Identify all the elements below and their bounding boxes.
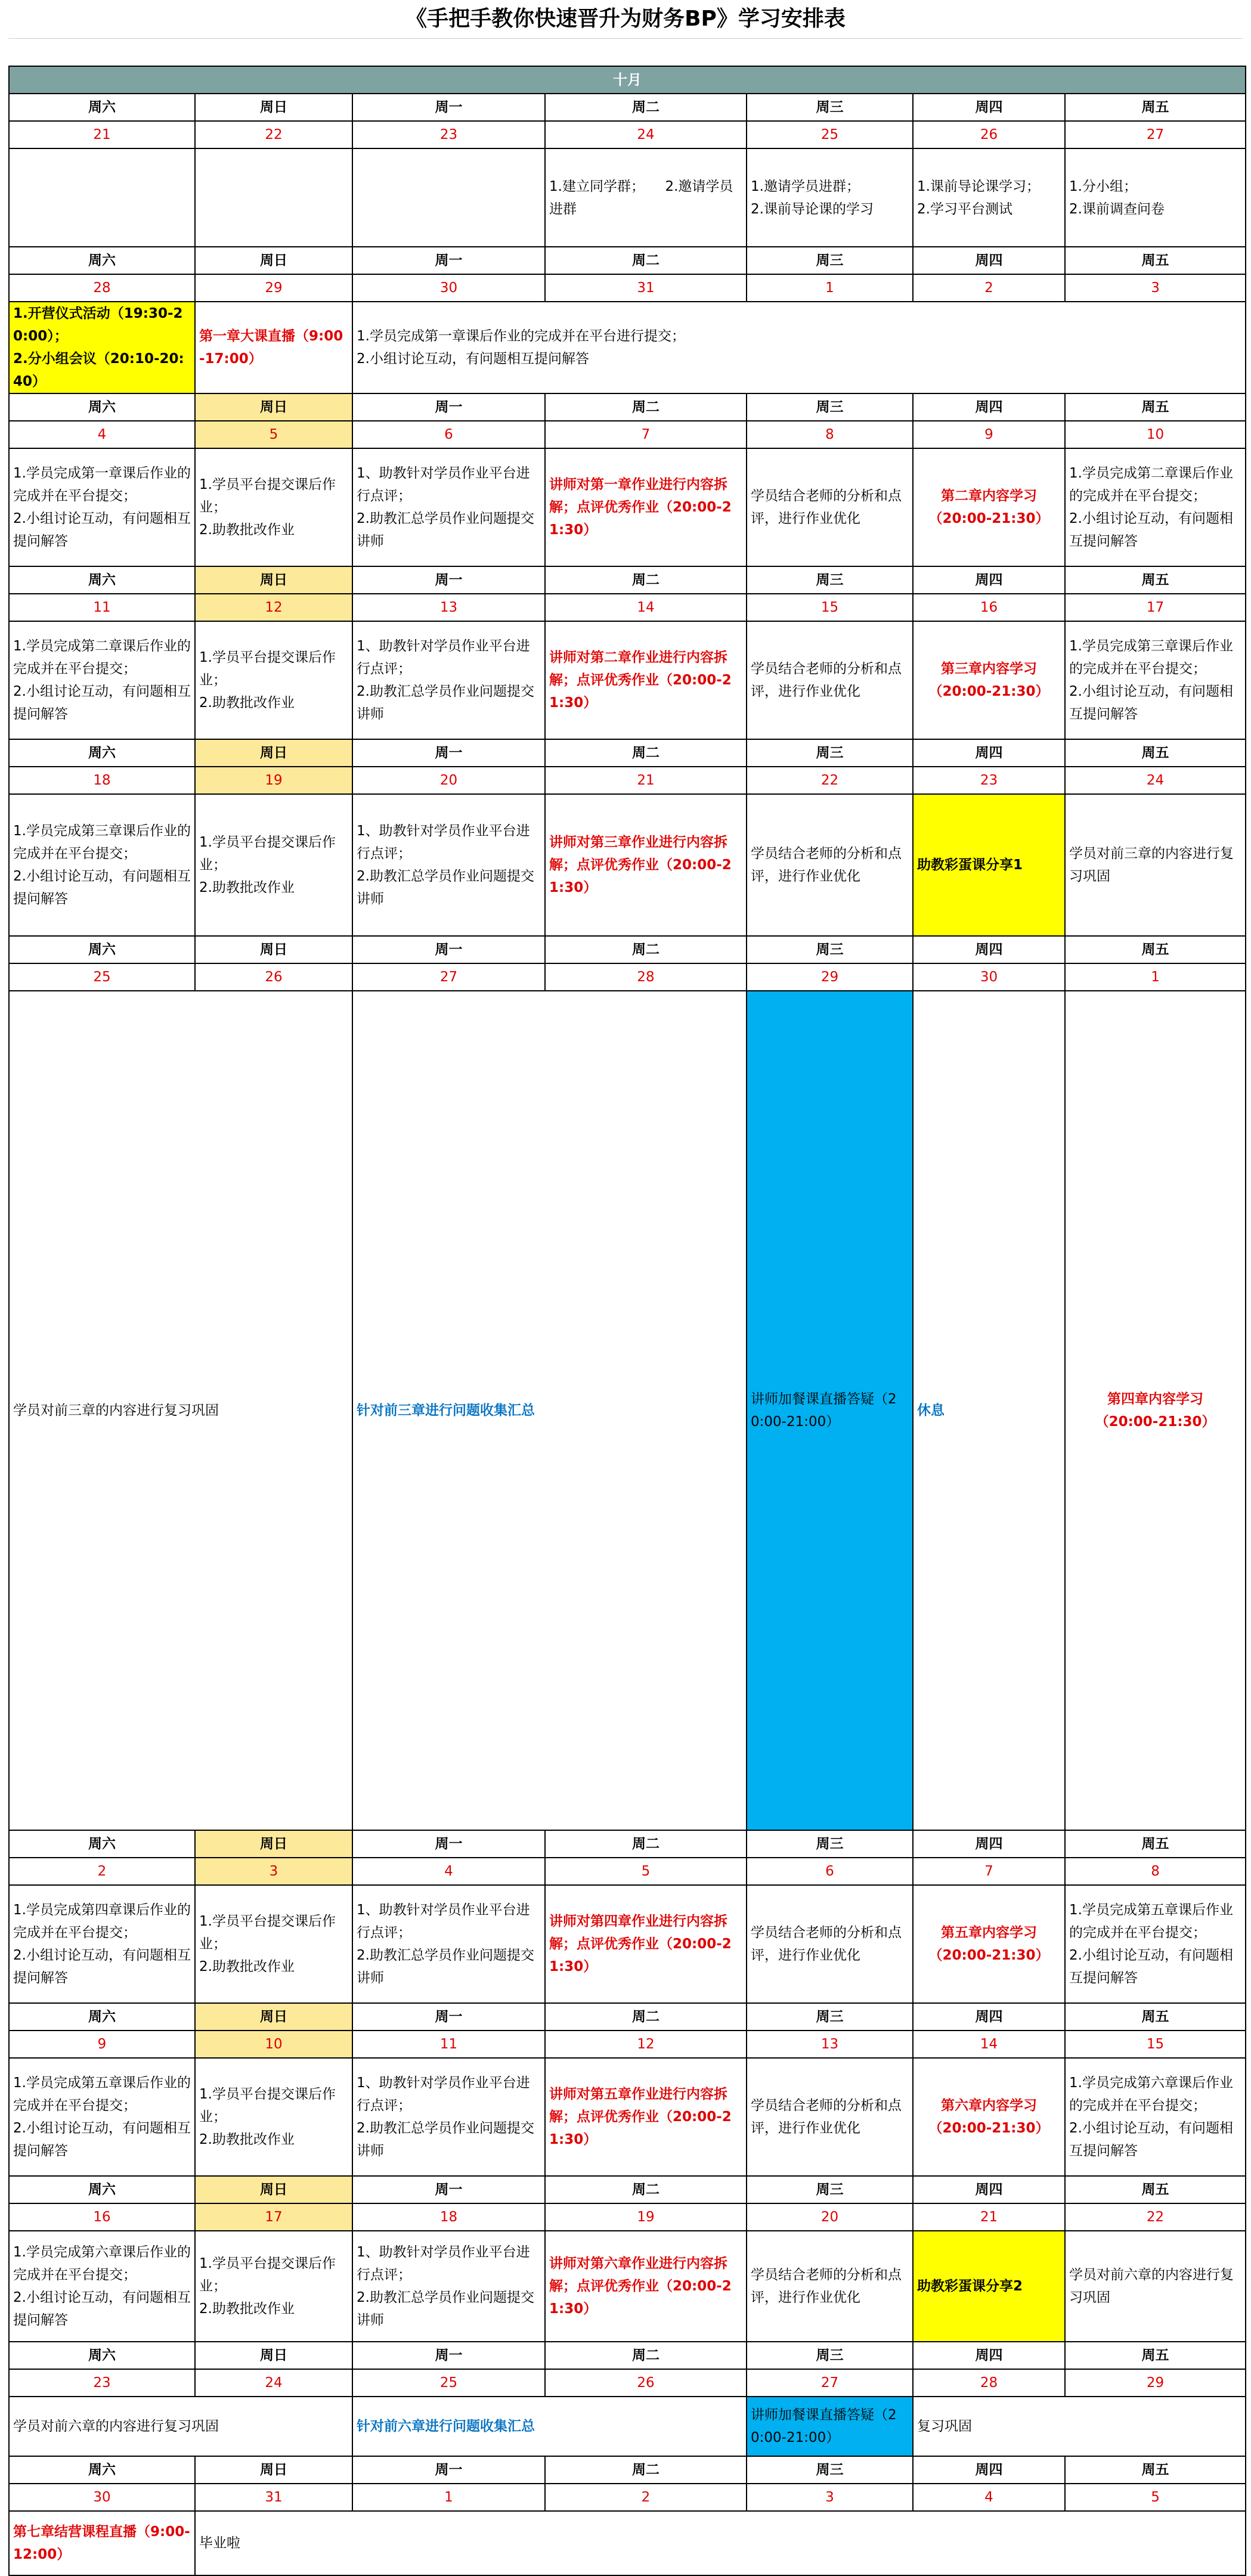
date-cell: 10	[1065, 421, 1246, 448]
date-cell: 27	[1065, 121, 1246, 148]
weekday-label: 周三	[747, 1830, 913, 1858]
date-cell: 24	[545, 121, 747, 148]
activity-cell: 学员结合老师的分析和点评，进行作业优化	[747, 794, 913, 936]
weekday-label: 周一	[352, 739, 545, 767]
activity-cell: 1.学员平台提交课后作业； 2.助教批改作业	[195, 2058, 352, 2176]
date-cell: 29	[1065, 2369, 1246, 2397]
date-cell: 24	[1065, 767, 1246, 794]
weekday-label: 周五	[1065, 2176, 1246, 2203]
weekday-label: 周六	[9, 2456, 195, 2484]
weekday-label: 周日	[195, 739, 352, 767]
weekday-label: 周三	[747, 2003, 913, 2031]
activity-cell: 学员对前六章的内容进行复习巩固	[1065, 2231, 1246, 2342]
activity-cell: 第七章结营课程直播（9:00-12:00）	[9, 2511, 195, 2575]
weekday-label: 周六	[9, 2003, 195, 2031]
weekday-header-row	[9, 2456, 1246, 2484]
activity-cell	[352, 148, 545, 247]
date-cell: 3	[195, 1858, 352, 1885]
activity-cell: 1.学员平台提交课后作业； 2.助教批改作业	[195, 448, 352, 566]
date-cell: 23	[9, 2369, 195, 2397]
weekday-label: 周四	[913, 739, 1065, 767]
activity-cell: 1.学员完成第一章课后作业的完成并在平台进行提交； 2.小组讨论互动，有问题相互提问解答	[352, 302, 1246, 393]
date-cell: 31	[545, 274, 747, 302]
date-cell: 2	[545, 2484, 747, 2511]
date-row	[9, 2369, 1246, 2397]
weekday-label: 周四	[913, 247, 1065, 274]
activity-row	[9, 2397, 1246, 2456]
date-cell: 6	[747, 1858, 913, 1885]
activity-cell: 讲师对第四章作业进行内容拆解；点评优秀作业（20:00-21:30）	[545, 1885, 747, 2003]
weekday-label: 周四	[913, 566, 1065, 594]
activity-cell: 1.学员完成第五章课后作业的完成并在平台提交； 2.小组讨论互动，有问题相互提问解答	[9, 2058, 195, 2176]
weekday-label: 周一	[352, 2456, 545, 2484]
date-cell: 25	[9, 963, 195, 991]
activity-cell: 助教彩蛋课分享2	[913, 2231, 1065, 2342]
date-cell: 22	[1065, 2203, 1246, 2231]
weekday-label: 周四	[913, 2003, 1065, 2031]
date-cell: 2	[913, 274, 1065, 302]
weekday-label: 周五	[1065, 2342, 1246, 2369]
activity-cell: 1、助教针对学员作业平台进行点评； 2.助教汇总学员作业问题提交讲师	[352, 794, 545, 936]
activity-cell: 助教彩蛋课分享1	[913, 794, 1065, 936]
weekday-header-row	[9, 936, 1246, 963]
activity-cell: 1.学员完成第三章课后作业的完成并在平台提交； 2.小组讨论互动，有问题相互提问解答	[9, 794, 195, 936]
weekday-label: 周日	[195, 2003, 352, 2031]
weekday-label: 周五	[1065, 566, 1246, 594]
activity-row	[9, 2231, 1246, 2342]
date-cell: 1	[1065, 963, 1246, 991]
weekday-label: 周三	[747, 739, 913, 767]
date-cell: 28	[9, 274, 195, 302]
date-row	[9, 767, 1246, 794]
date-cell: 4	[913, 2484, 1065, 2511]
activity-cell: 1.学员完成第五章课后作业的完成并在平台提交； 2.小组讨论互动，有问题相互提问解答	[1065, 1885, 1246, 2003]
weekday-header-row	[9, 2003, 1246, 2031]
weekday-label: 周五	[1065, 94, 1246, 121]
activity-cell: 学员对前三章的内容进行复习巩固	[1065, 794, 1246, 936]
weekday-label: 周二	[545, 2176, 747, 2203]
weekday-label: 周一	[352, 936, 545, 963]
weekday-label: 周一	[352, 2342, 545, 2369]
weekday-label: 周一	[352, 2003, 545, 2031]
date-cell: 31	[195, 2484, 352, 2511]
activity-cell: 第四章内容学习 （20:00-21:30）	[1065, 991, 1246, 1830]
date-cell: 26	[195, 963, 352, 991]
date-cell: 12	[195, 594, 352, 621]
activity-row	[9, 621, 1246, 739]
weekday-label: 周日	[195, 247, 352, 274]
weekday-label: 周四	[913, 1830, 1065, 1858]
weekday-header-row	[9, 2342, 1246, 2369]
date-cell: 21	[9, 121, 195, 148]
date-cell: 26	[545, 2369, 747, 2397]
title-divider	[8, 38, 1243, 39]
weekday-label: 周五	[1065, 247, 1246, 274]
activity-cell	[9, 148, 195, 247]
schedule-table	[8, 66, 1246, 2576]
weekday-label: 周三	[747, 566, 913, 594]
date-cell: 11	[9, 594, 195, 621]
weekday-label: 周日	[195, 2456, 352, 2484]
date-cell: 22	[747, 767, 913, 794]
activity-cell: 讲师对第一章作业进行内容拆解；点评优秀作业（20:00-21:30）	[545, 448, 747, 566]
date-row	[9, 2203, 1246, 2231]
date-cell: 17	[1065, 594, 1246, 621]
activity-cell: 第五章内容学习 （20:00-21:30）	[913, 1885, 1065, 2003]
activity-cell: 针对前六章进行问题收集汇总	[352, 2397, 747, 2456]
date-cell: 29	[195, 274, 352, 302]
date-cell: 1	[747, 274, 913, 302]
date-row	[9, 594, 1246, 621]
activity-row	[9, 794, 1246, 936]
date-cell: 4	[9, 421, 195, 448]
weekday-label: 周五	[1065, 936, 1246, 963]
weekday-label: 周二	[545, 1830, 747, 1858]
date-cell: 13	[747, 2031, 913, 2058]
activity-row	[9, 2511, 1246, 2575]
date-cell: 28	[545, 963, 747, 991]
activity-cell: 讲师加餐课直播答疑（20:00-21:00）	[747, 991, 913, 1830]
date-cell: 16	[913, 594, 1065, 621]
date-row	[9, 2031, 1246, 2058]
date-cell: 5	[195, 421, 352, 448]
activity-cell: 讲师对第五章作业进行内容拆解；点评优秀作业（20:00-21:30）	[545, 2058, 747, 2176]
activity-row	[9, 302, 1246, 393]
date-cell: 29	[747, 963, 913, 991]
activity-cell: 第二章内容学习 （20:00-21:30）	[913, 448, 1065, 566]
date-cell: 30	[352, 274, 545, 302]
activity-cell: 1.学员完成第四章课后作业的完成并在平台提交； 2.小组讨论互动，有问题相互提问解答	[9, 1885, 195, 2003]
activity-cell: 学员结合老师的分析和点评，进行作业优化	[747, 448, 913, 566]
weekday-label: 周六	[9, 2176, 195, 2203]
activity-cell: 1.学员完成第二章课后作业的完成并在平台提交； 2.小组讨论互动，有问题相互提问解答	[1065, 448, 1246, 566]
weekday-label: 周二	[545, 2456, 747, 2484]
weekday-label: 周一	[352, 247, 545, 274]
date-cell: 13	[352, 594, 545, 621]
date-cell: 19	[195, 767, 352, 794]
date-row	[9, 121, 1246, 148]
date-cell: 18	[9, 767, 195, 794]
activity-row	[9, 991, 1246, 1830]
weekday-label: 周二	[545, 566, 747, 594]
activity-cell: 1.学员完成第六章课后作业的完成并在平台提交； 2.小组讨论互动，有问题相互提问解答	[1065, 2058, 1246, 2176]
weekday-label: 周二	[545, 936, 747, 963]
weekday-label: 周一	[352, 94, 545, 121]
date-cell: 15	[1065, 2031, 1246, 2058]
date-cell: 14	[913, 2031, 1065, 2058]
weekday-label: 周四	[913, 393, 1065, 421]
date-cell: 24	[195, 2369, 352, 2397]
activity-row	[9, 1885, 1246, 2003]
weekday-label: 周四	[913, 936, 1065, 963]
activity-cell: 1.学员完成第一章课后作业的完成并在平台提交； 2.小组讨论互动，有问题相互提问解答	[9, 448, 195, 566]
date-cell: 27	[747, 2369, 913, 2397]
weekday-label: 周六	[9, 393, 195, 421]
weekday-label: 周六	[9, 94, 195, 121]
activity-cell: 学员对前六章的内容进行复习巩固	[9, 2397, 352, 2456]
weekday-label: 周四	[913, 2176, 1065, 2203]
weekday-label: 周三	[747, 393, 913, 421]
weekday-label: 周六	[9, 247, 195, 274]
activity-cell: 1.开营仪式活动（19:30-20:00）； 2.分小组会议（20:10-20:40）	[9, 302, 195, 393]
weekday-label: 周一	[352, 566, 545, 594]
activity-cell: 讲师对第二章作业进行内容拆解；点评优秀作业（20:00-21:30）	[545, 621, 747, 739]
weekday-label: 周五	[1065, 739, 1246, 767]
weekday-label: 周六	[9, 936, 195, 963]
date-row	[9, 421, 1246, 448]
activity-cell: 1.分小组； 2.课前调查问卷	[1065, 148, 1246, 247]
activity-cell: 1.学员平台提交课后作业； 2.助教批改作业	[195, 1885, 352, 2003]
weekday-label: 周五	[1065, 393, 1246, 421]
date-cell: 4	[352, 1858, 545, 1885]
date-row	[9, 274, 1246, 302]
activity-cell: 1、助教针对学员作业平台进行点评； 2.助教汇总学员作业问题提交讲师	[352, 2231, 545, 2342]
weekday-label: 周二	[545, 2003, 747, 2031]
activity-cell: 1、助教针对学员作业平台进行点评； 2.助教汇总学员作业问题提交讲师	[352, 2058, 545, 2176]
date-cell: 21	[545, 767, 747, 794]
date-cell: 18	[352, 2203, 545, 2231]
activity-cell: 1、助教针对学员作业平台进行点评； 2.助教汇总学员作业问题提交讲师	[352, 448, 545, 566]
activity-cell: 1、助教针对学员作业平台进行点评； 2.助教汇总学员作业问题提交讲师	[352, 1885, 545, 2003]
weekday-label: 周六	[9, 566, 195, 594]
weekday-label: 周二	[545, 2342, 747, 2369]
activity-row	[9, 2058, 1246, 2176]
weekday-label: 周四	[913, 2342, 1065, 2369]
date-cell: 30	[9, 2484, 195, 2511]
date-cell: 26	[913, 121, 1065, 148]
weekday-label: 周六	[9, 1830, 195, 1858]
activity-cell: 学员结合老师的分析和点评，进行作业优化	[747, 2231, 913, 2342]
weekday-label: 周六	[9, 739, 195, 767]
activity-cell: 1.邀请学员进群； 2.课前导论课的学习	[747, 148, 913, 247]
weekday-label: 周四	[913, 2456, 1065, 2484]
weekday-label: 周日	[195, 94, 352, 121]
weekday-label: 周六	[9, 2342, 195, 2369]
activity-cell: 1.学员平台提交课后作业； 2.助教批改作业	[195, 794, 352, 936]
date-cell: 14	[545, 594, 747, 621]
weekday-label: 周日	[195, 1830, 352, 1858]
activity-cell: 学员结合老师的分析和点评，进行作业优化	[747, 621, 913, 739]
weekday-header-row	[9, 566, 1246, 594]
date-row	[9, 963, 1246, 991]
date-cell: 3	[1065, 274, 1246, 302]
month-header-row	[9, 66, 1246, 94]
weekday-label: 周日	[195, 566, 352, 594]
activity-cell: 1.学员完成第三章课后作业的完成并在平台提交； 2.小组讨论互动，有问题相互提问解答	[1065, 621, 1246, 739]
activity-row	[9, 448, 1246, 566]
date-cell: 7	[913, 1858, 1065, 1885]
weekday-label: 周三	[747, 247, 913, 274]
weekday-label: 周日	[195, 936, 352, 963]
activity-cell: 第三章内容学习 （20:00-21:30）	[913, 621, 1065, 739]
activity-cell: 休息	[913, 991, 1065, 1830]
date-cell: 27	[352, 963, 545, 991]
date-cell: 23	[352, 121, 545, 148]
weekday-label: 周三	[747, 94, 913, 121]
activity-cell: 复习巩固	[913, 2397, 1246, 2456]
date-cell: 11	[352, 2031, 545, 2058]
weekday-label: 周二	[545, 94, 747, 121]
date-cell: 10	[195, 2031, 352, 2058]
date-cell: 5	[545, 1858, 747, 1885]
weekday-label: 周日	[195, 393, 352, 421]
date-cell: 21	[913, 2203, 1065, 2231]
weekday-label: 周日	[195, 2342, 352, 2369]
activity-cell: 1.学员平台提交课后作业； 2.助教批改作业	[195, 621, 352, 739]
activity-cell: 1.建立同学群； 2.邀请学员进群	[545, 148, 747, 247]
activity-cell: 1.学员完成第六章课后作业的完成并在平台提交； 2.小组讨论互动，有问题相互提问解答	[9, 2231, 195, 2342]
date-cell: 6	[352, 421, 545, 448]
date-cell: 20	[747, 2203, 913, 2231]
date-row	[9, 1858, 1246, 1885]
date-cell: 1	[352, 2484, 545, 2511]
activity-cell: 讲师加餐课直播答疑（20:00-21:00）	[747, 2397, 913, 2456]
date-cell: 22	[195, 121, 352, 148]
date-cell: 19	[545, 2203, 747, 2231]
date-cell: 28	[913, 2369, 1065, 2397]
weekday-label: 周一	[352, 393, 545, 421]
weekday-label: 周四	[913, 94, 1065, 121]
weekday-label: 周五	[1065, 2456, 1246, 2484]
activity-cell: 1.课前导论课学习； 2.学习平台测试	[913, 148, 1065, 247]
activity-cell: 第六章内容学习 （20:00-21:30）	[913, 2058, 1065, 2176]
date-cell: 20	[352, 767, 545, 794]
weekday-header-row	[9, 94, 1246, 121]
month-label: 十月	[9, 66, 1246, 94]
date-cell: 25	[352, 2369, 545, 2397]
weekday-label: 周日	[195, 2176, 352, 2203]
weekday-label: 周三	[747, 2176, 913, 2203]
date-cell: 7	[545, 421, 747, 448]
weekday-label: 周五	[1065, 2003, 1246, 2031]
activity-cell: 讲师对第三章作业进行内容拆解；点评优秀作业（20:00-21:30）	[545, 794, 747, 936]
date-cell: 17	[195, 2203, 352, 2231]
weekday-label: 周五	[1065, 1830, 1246, 1858]
date-cell: 9	[9, 2031, 195, 2058]
activity-cell: 学员对前三章的内容进行复习巩固	[9, 991, 352, 1830]
date-cell: 8	[1065, 1858, 1246, 1885]
date-cell: 3	[747, 2484, 913, 2511]
date-cell: 25	[747, 121, 913, 148]
date-cell: 5	[1065, 2484, 1246, 2511]
weekday-label: 周三	[747, 936, 913, 963]
activity-cell: 1.学员完成第二章课后作业的完成并在平台提交； 2.小组讨论互动，有问题相互提问解答	[9, 621, 195, 739]
date-cell: 2	[9, 1858, 195, 1885]
date-cell: 15	[747, 594, 913, 621]
activity-cell: 讲师对第六章作业进行内容拆解；点评优秀作业（20:00-21:30）	[545, 2231, 747, 2342]
weekday-label: 周二	[545, 393, 747, 421]
weekday-label: 周一	[352, 1830, 545, 1858]
weekday-label: 周一	[352, 2176, 545, 2203]
date-row	[9, 2484, 1246, 2511]
weekday-header-row	[9, 739, 1246, 767]
weekday-label: 周三	[747, 2342, 913, 2369]
weekday-header-row	[9, 2176, 1246, 2203]
weekday-label: 周三	[747, 2456, 913, 2484]
activity-cell: 学员结合老师的分析和点评，进行作业优化	[747, 1885, 913, 2003]
weekday-header-row	[9, 247, 1246, 274]
activity-row	[9, 148, 1246, 247]
weekday-header-row	[9, 1830, 1246, 1858]
date-cell: 23	[913, 767, 1065, 794]
date-cell: 9	[913, 421, 1065, 448]
date-cell: 16	[9, 2203, 195, 2231]
weekday-label: 周二	[545, 247, 747, 274]
activity-cell: 1.学员平台提交课后作业； 2.助教批改作业	[195, 2231, 352, 2342]
weekday-label: 周二	[545, 739, 747, 767]
date-cell: 8	[747, 421, 913, 448]
activity-cell: 毕业啦	[195, 2511, 1246, 2575]
activity-cell: 学员结合老师的分析和点评，进行作业优化	[747, 2058, 913, 2176]
activity-cell: 第一章大课直播（9:00-17:00）	[195, 302, 352, 393]
weekday-header-row	[9, 393, 1246, 421]
date-cell: 30	[913, 963, 1065, 991]
page-title: 《手把手教你快速晋升为财务BP》学习安排表	[405, 7, 846, 31]
date-cell: 12	[545, 2031, 747, 2058]
activity-cell: 1、助教针对学员作业平台进行点评； 2.助教汇总学员作业问题提交讲师	[352, 621, 545, 739]
activity-cell: 针对前三章进行问题收集汇总	[352, 991, 747, 1830]
activity-cell	[195, 148, 352, 247]
